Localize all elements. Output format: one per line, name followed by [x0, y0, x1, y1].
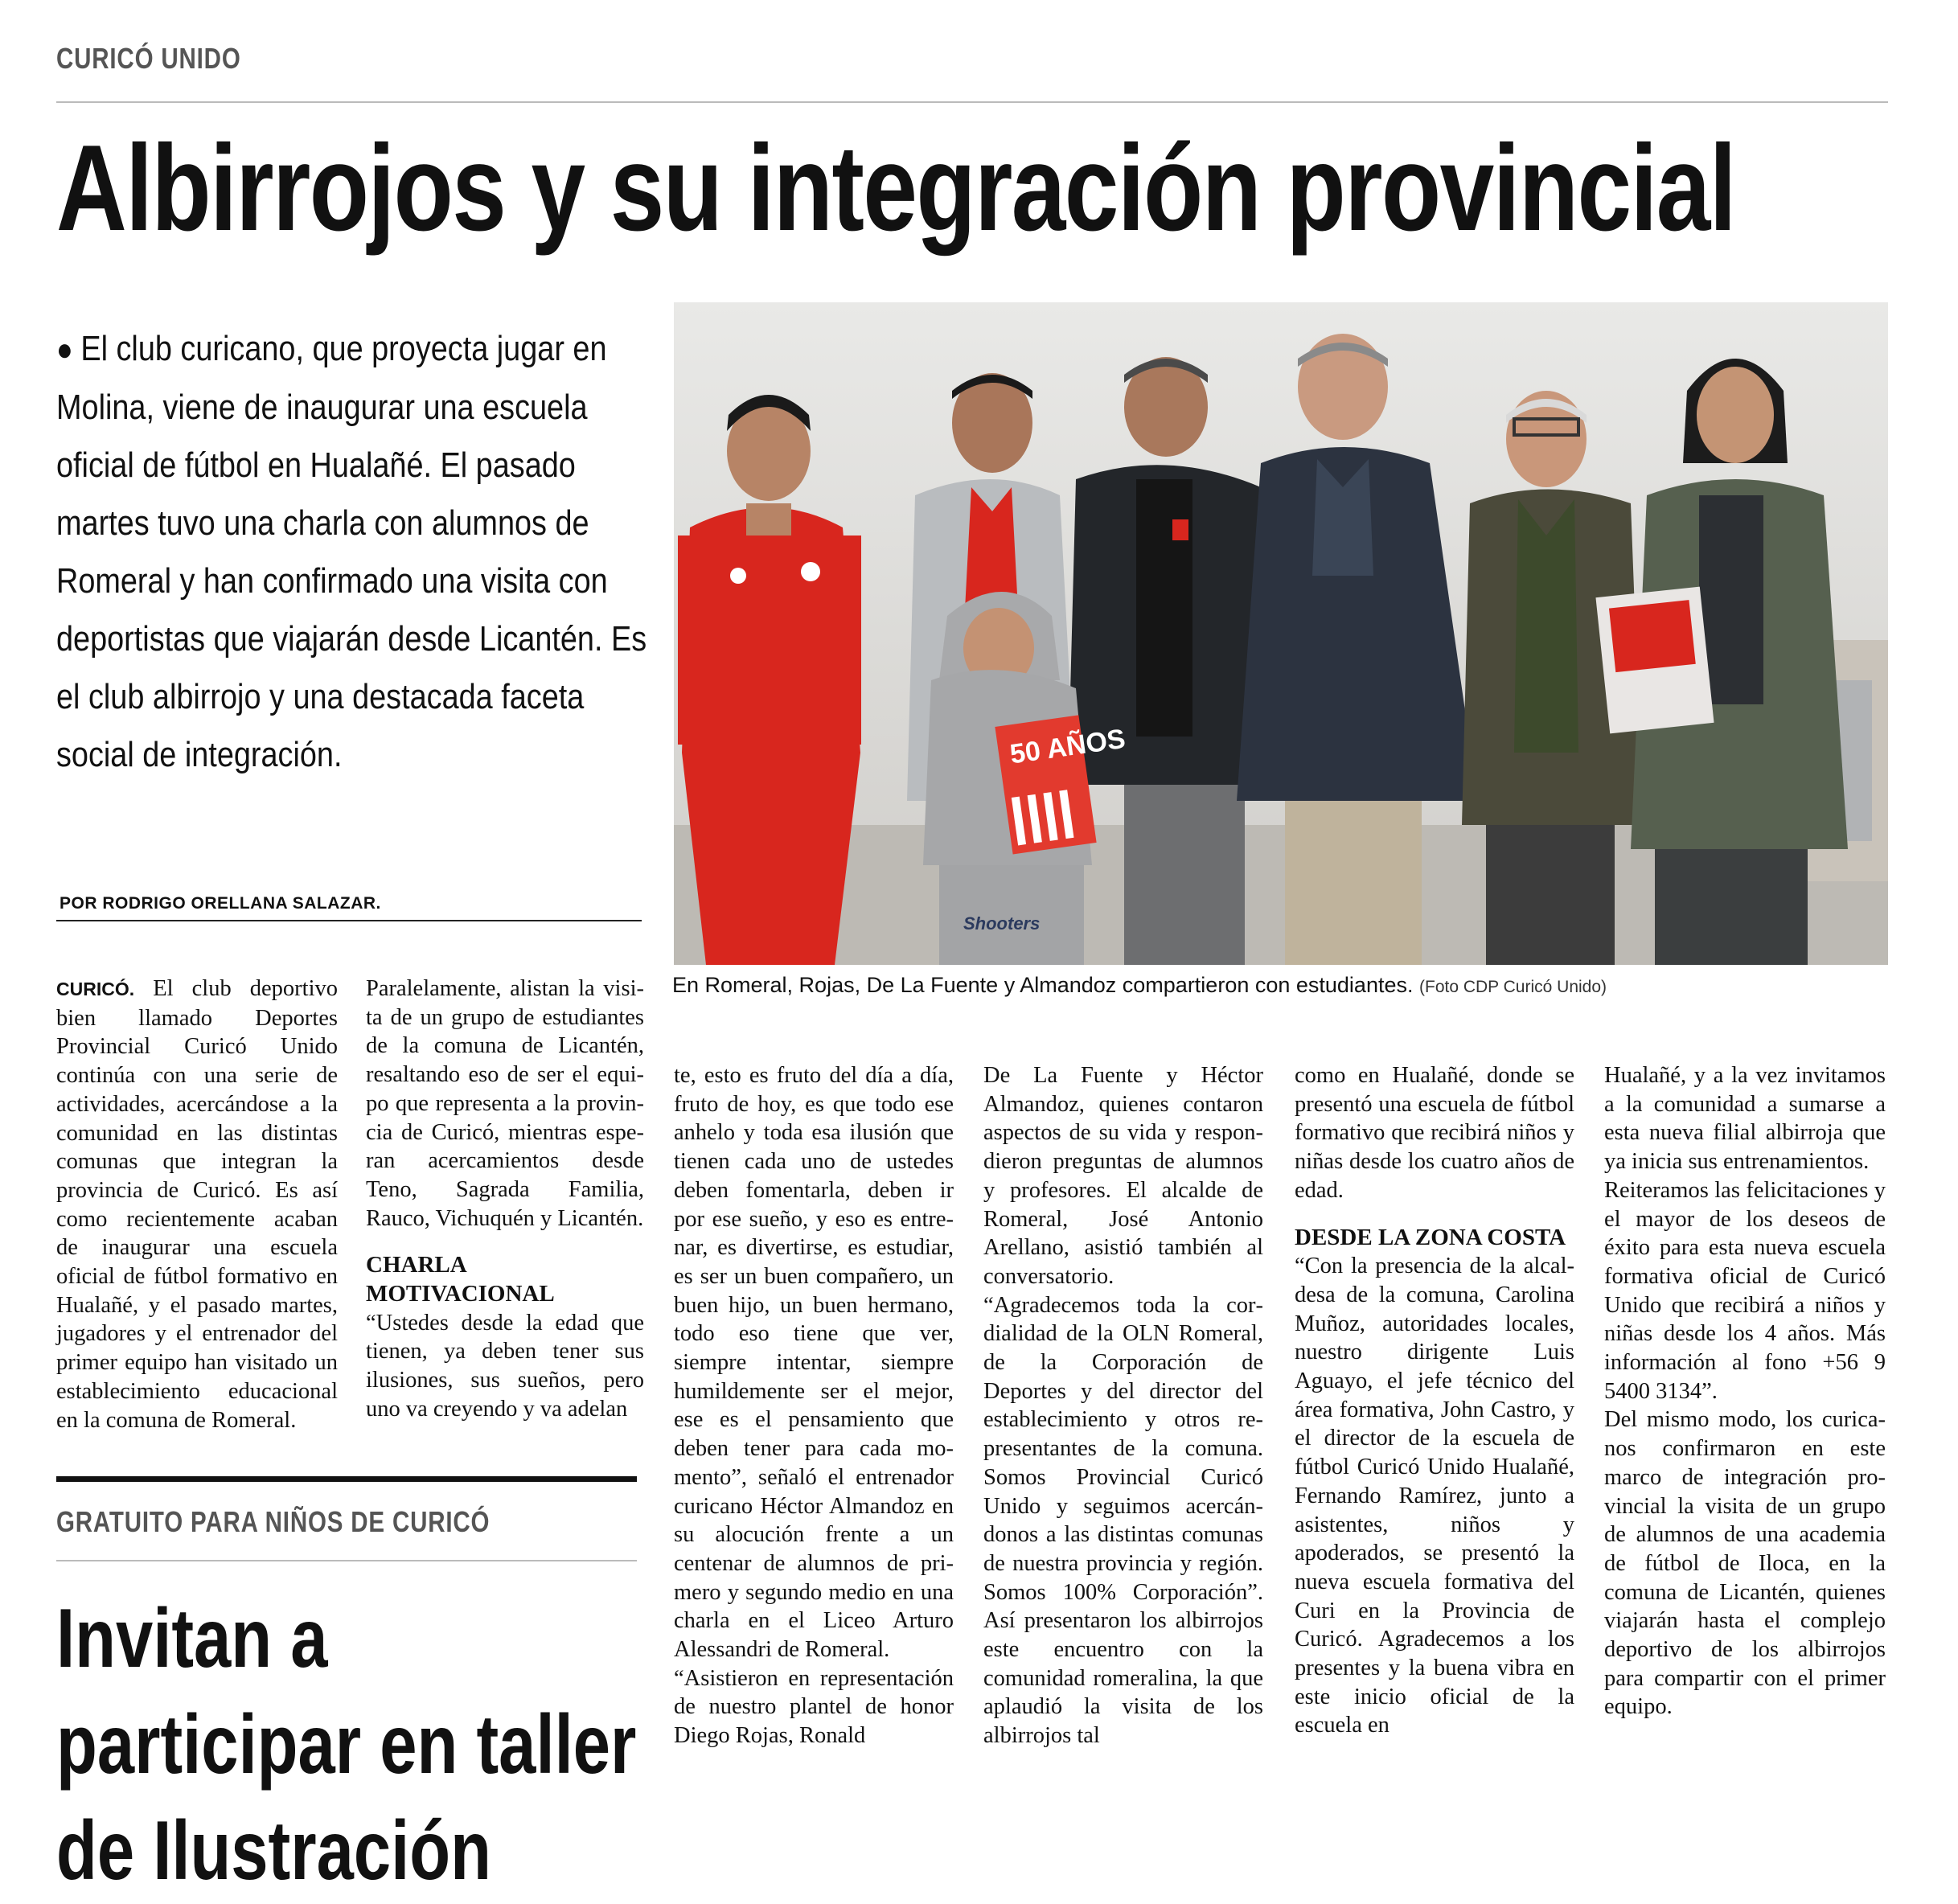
caption-text: En Romeral, Rojas, De La Fuente y Almandoz compartieron con estudiantes.	[672, 973, 1414, 997]
column-1-text: El club deportivo bien llamado Deportes Provincial Curicó Unido continúa con una serie de actividades, acercándose a la comunidad en las distintas comunas que integran la provincia de Curicó. Es así como recientemente acaban de inaugurar una escuela oficial de fútbol formativo en Hualañé, y el pasado martes, jugadores y el entrenador del primer equipo han visitado un establecimiento educacional en la comuna de Romeral.	[56, 976, 339, 1433]
column-3b-text: “Asistieron en representación de nuestro plantel de honor Diego Rojas, Ronald	[674, 1665, 954, 1749]
body-column-1	[56, 975, 338, 1434]
column-6b-text: Reiteramos las felicitaciones y el mayor de los deseos de éxito para esta nueva escuela formativa oficial de Curicó Unido que recibirá a niños y niñas desde los 4 años. Más información al fono +56 9 5400 3134”.	[1604, 1177, 1886, 1404]
column-2b-text: “Ustedes desde la edad que tienen, ya deben tener sus ilusiones, sus sueños, pero uno va creyendo y va adelan	[366, 1310, 644, 1422]
byline: POR RODRIGO ORELLANA SALAZAR.	[60, 894, 381, 913]
body-column-5	[1295, 1061, 1574, 1740]
second-headline	[56, 1586, 635, 1904]
lead-paragraph	[56, 320, 651, 784]
second-section-label: GRATUITO PARA NIÑOS DE CURICÓ	[56, 1505, 491, 1538]
article-divider	[56, 1476, 637, 1482]
body-column-2	[366, 975, 644, 1424]
column-6-text: Hualañé, y a la vez invitamos a la comunidad a sumarse a esta nueva filial albirroja que ya inicia sus entrenamientos.	[1604, 1063, 1886, 1175]
lead-text: El club curicano, que proyecta jugar en Molina, viene de inaugurar una escuela oficial de fútbol en Hualañé. El pasado martes tuvo una charla con alumnos de Romeral y han confirmado una visita con deportistas que viajarán desde Licantén. Es el club albirrojo y una destacada faceta social de integración.	[56, 329, 647, 774]
column-5b-text: “Con la presencia de la alcaldesa de la comuna, Carolina Muñoz, autoridades locales, nuestro dirigente Luis Aguayo, el jefe técnico del área formativa, John Castro, y el director de la escuela de fútbol Curicó Unido Hualañé, Fernando Ramírez, junto a asistentes, niños y apoderados, se presentó la nueva escuela formativa del Curi en la Provincia de Curicó. Agradecemos a los presentes y la buena vibra en este inicio oficial de la escuela en	[1295, 1254, 1574, 1738]
column-3-text: te, esto es fruto del día a día, fruto de hoy, es que todo ese anhelo y toda esa ilusión que tienen cada uno de ustedes deben fomentarla, deben ir por ese sueño, y eso es entrenar, es divertirse, es estudiar, es ser un buen compañero, un buen hijo, un buen hermano, todo eso tiene que ver, siempre intentar, siempre humildemente ser el mejor, ese es el pensamiento que deben tener para cada momento”, señaló el entrenador curicano Héctor Almandoz en su alocución frente a un centenar de alumnos de primero y segundo medio en una charla en el Liceo Arturo Alessandri de Romeral.	[674, 1063, 954, 1663]
body-column-3	[674, 1061, 954, 1750]
subhead-zona-costa: DESDE LA ZONA COSTA	[1295, 1224, 1566, 1250]
second-section-divider	[56, 1560, 637, 1561]
column-4-text: De La Fuente y Héctor Almandoz, quienes contaron aspectos de su vida y respondieron preguntas de alumnos y profesores. El alcalde de Romeral, José Antonio Arellano, asistió también al conversatorio.	[983, 1063, 1263, 1289]
byline-divider	[56, 920, 642, 921]
photo-illustration	[674, 302, 1888, 965]
photo-credit: (Foto CDP Curicó Unido)	[1419, 978, 1607, 996]
second-headline-line-2: participar en taller	[56, 1698, 637, 1791]
second-headline-line-3: de Ilustración	[56, 1804, 491, 1898]
dateline: CURICÓ.	[56, 979, 135, 999]
column-6c-text: Del mismo modo, los curicanos confirmaron en este marco de integración provincial la visita de un grupo de alumnos de una academia de fútbol de Iloca, en la comuna de Licantén, quienes viajarán hasta el complejo deportivo de los albirrojos para compartir con el primer equipo.	[1604, 1407, 1886, 1720]
column-5-text: como en Hualañé, donde se presentó una escuela de fútbol formativo que recibirá niños y niñas desde los cuatro años de edad.	[1295, 1063, 1574, 1203]
section-label: CURICÓ UNIDO	[56, 42, 241, 75]
subhead-charla: CHARLA MOTIVACIONAL	[366, 1252, 555, 1307]
bullet-icon: ●	[56, 332, 81, 367]
sweatshirt-text: Shooters	[963, 913, 1041, 934]
body-column-6	[1604, 1061, 1886, 1721]
headline: Albirrojos y su integración provincial	[56, 120, 1735, 256]
photo-caption	[672, 973, 1607, 998]
second-headline-line-1: Invitan a	[56, 1592, 328, 1685]
column-2-text: Paralelamente, alistan la visita de un grupo de estudiantes de la comuna de Licantén, resaltando eso de ser el equipo que representa a la provincia de Curicó, mientras esperan acercamientos desde Teno, Sagrada Familia, Rauco, Vichuquén y Licantén.	[366, 976, 644, 1231]
column-4b-text: “Agradecemos toda la cordialidad de la OLN Romeral, de la Corporación de Deportes y del director del establecimiento y otros representantes de la comuna. Somos Provincial Curicó Unido y seguimos acercándonos a las distintas comunas de nuestra provincia y región. Somos 100% Corporación”. Así presentaron los albirrojos este encuentro con la comunidad romeralina, la que aplaudió la visita de los albirrojos tal	[983, 1292, 1263, 1749]
book-cover-text: 50 AÑOS	[1008, 723, 1127, 770]
body-column-4	[983, 1061, 1263, 1750]
top-divider	[56, 101, 1888, 103]
article-photo	[674, 302, 1888, 965]
